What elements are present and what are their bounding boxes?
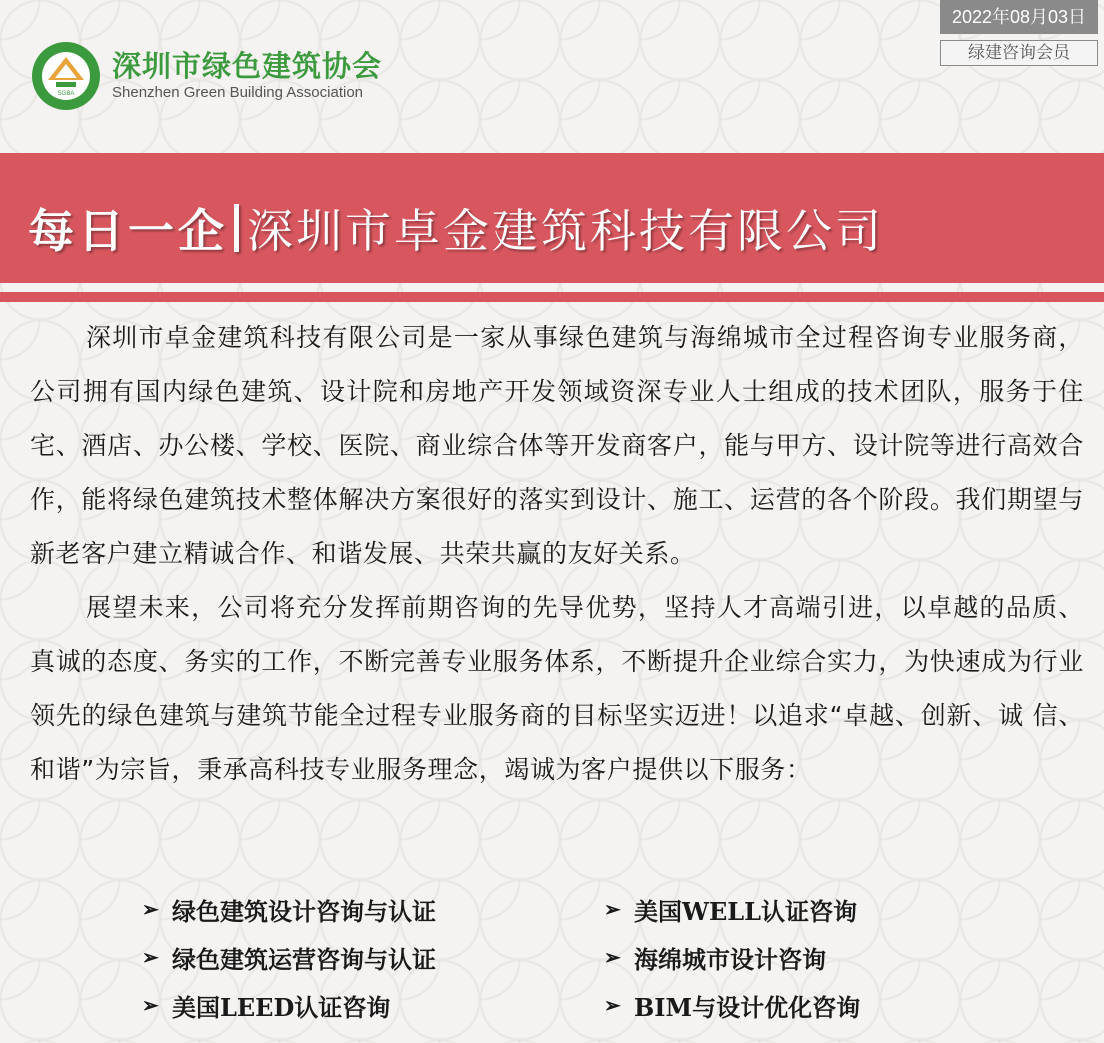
list-item [604,988,860,1023]
banner-underline [0,292,1104,302]
arrow-bullet-icon: ➢ [142,897,159,921]
arrow-bullet-icon: ➢ [604,897,621,921]
list-item [142,940,604,975]
service-label: 绿色建筑设计咨询与认证 [172,896,436,926]
service-label: BIM与设计优化咨询 [634,992,861,1022]
logo-badge-text: SGBA [57,91,75,97]
arrow-bullet-icon: ➢ [142,993,159,1017]
logo-english-name: Shenzhen Green Building Association [112,84,364,101]
arrow-bullet-icon: ➢ [142,945,159,969]
service-row [142,933,1042,981]
title-banner [0,153,1104,283]
outlook-paragraph: 展望未来，公司将充分发挥前期咨询的先导优势，坚持人才高端引进，以卓越的品质、真诚的态度、务实的工作，不断完善专业服务体系，不断提升企业综合实力，为快速成为行业领先的绿色建筑与建筑节能全过程专业服务商的目标坚实迈进！以追求“卓越、创新、诚 信、和谐”为宗旨，秉承高科技专业服务理念，竭诚为客户提供以下服务： [30,593,1084,784]
service-label: 美国WELL认证咨询 [634,896,857,926]
service-row [142,981,1042,1029]
logo-chinese-name: 深圳市绿色建筑协会 [112,49,383,83]
intro-paragraph: 深圳市卓金建筑科技有限公司是一家从事绿色建筑与海绵城市全过程咨询专业服务商，公司拥有国内绿色建筑、设计院和房地产开发领域资深专业人士组成的技术团队，服务于住宅、酒店、办公楼、学校、医院、商业综合体等开发商客户，能与甲方、设计院等进行高效合作，能将绿色建筑技术整体解决方案很好的落实到设计、施工、运营的各个阶段。我们期望与新老客户建立精诚合作、和谐发展、共荣共赢的友好关系。 [30,323,1084,568]
service-label: 海绵城市设计咨询 [634,944,826,974]
arrow-bullet-icon: ➢ [604,993,621,1017]
list-item [142,892,604,927]
banner-tag: 每日一企 [28,204,228,258]
list-item [142,988,604,1023]
banner-company-name: 深圳市卓金建筑科技有限公司 [247,204,884,258]
service-row [142,885,1042,933]
service-label: 绿色建筑运营咨询与认证 [172,944,436,974]
banner-separator [234,204,239,252]
member-tag: 绿建咨询会员 [940,40,1098,66]
service-label: 美国LEED认证咨询 [172,992,391,1022]
list-item [604,892,857,927]
sgba-emblem-icon [30,40,102,112]
list-item [604,940,826,975]
date-badge: 2022年08月03日 [940,0,1098,34]
arrow-bullet-icon: ➢ [604,945,621,969]
association-logo [30,40,382,112]
services-list [142,885,1042,1029]
article-body [30,311,1084,797]
